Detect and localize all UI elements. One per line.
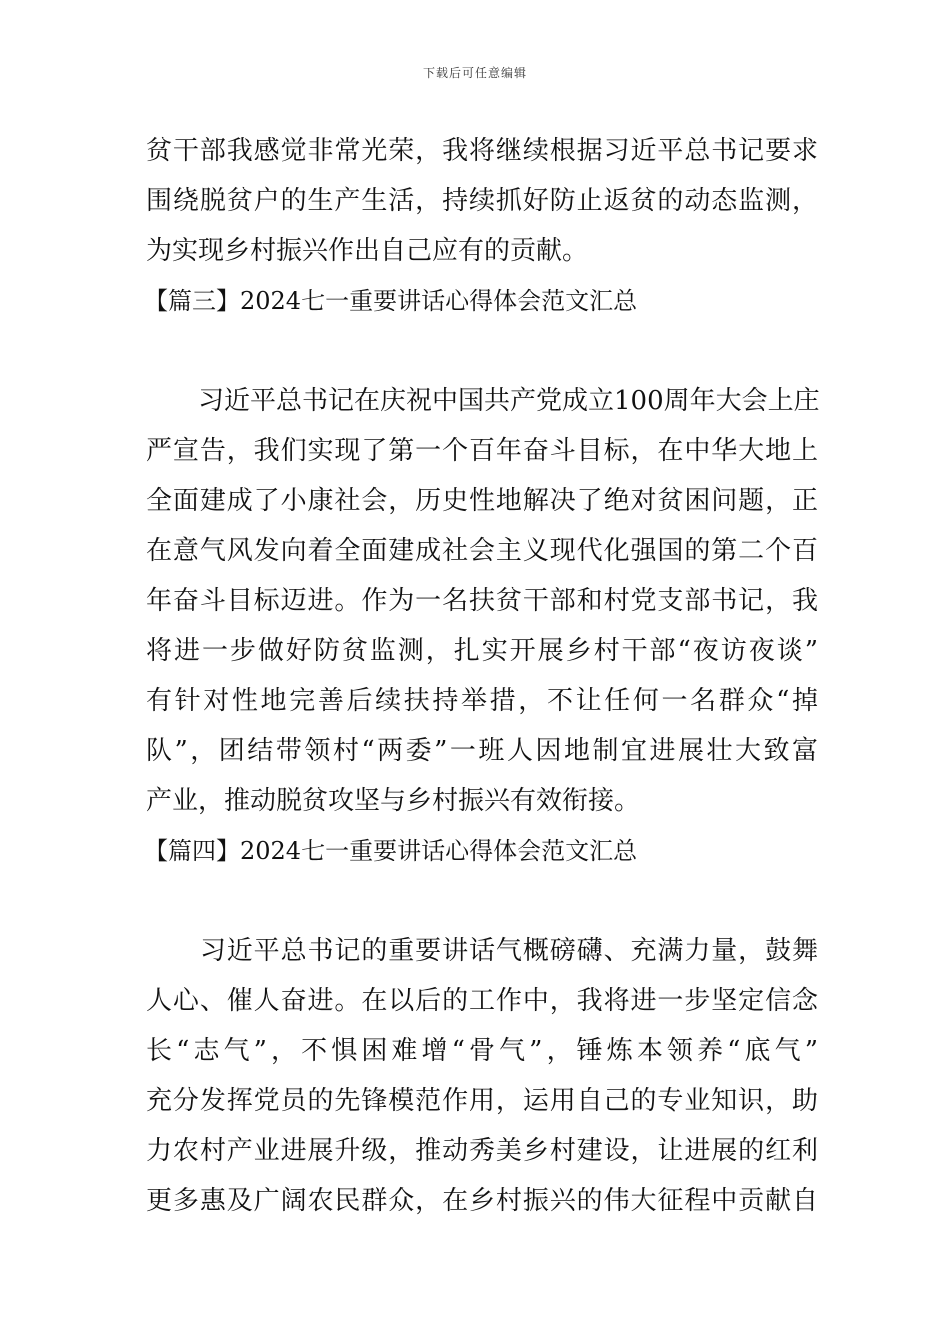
paragraph-line: 产业，推动脱贫攻坚与乡村振兴有效衔接。 <box>146 786 641 816</box>
paragraph-line: 年奋斗目标迈进。作为一名扶贫干部和村党支部书记，我 <box>146 586 818 616</box>
paragraph-line: 习近平总书记的重要讲话气概磅礴、充满力量，鼓舞 <box>146 936 818 966</box>
paragraph-line: 全面建成了小康社会，历史性地解决了绝对贫困问题，正 <box>146 486 818 516</box>
document-body <box>146 126 818 1226</box>
blank-line <box>146 326 818 376</box>
paragraph-line: 更多惠及广阔农民群众，在乡村振兴的伟大征程中贡献自 <box>146 1186 818 1216</box>
paragraph-line: 贫干部我感觉非常光荣，我将继续根据习近平总书记要求 <box>146 136 818 166</box>
page-header: 下载后可任意编辑 <box>422 66 527 80</box>
paragraph-line: 充分发挥党员的先锋模范作用，运用自己的专业知识，助 <box>146 1086 818 1116</box>
section-heading-3: 【篇三】2024七一重要讲话心得体会范文汇总 <box>144 287 638 315</box>
paragraph-line: 严宣告，我们实现了第一个百年奋斗目标，在中华大地上 <box>146 436 818 466</box>
paragraph-line: 将进一步做好防贫监测，扎实开展乡村干部“夜访夜谈” <box>146 636 818 666</box>
paragraph-line: 队”，团结带领村“两委”一班人因地制宜进展壮大致富 <box>146 736 818 766</box>
paragraph-line: 有针对性地完善后续扶持举措，不让任何一名群众“掉 <box>146 686 818 716</box>
paragraph-line: 习近平总书记在庆祝中国共产党成立100周年大会上庄 <box>146 386 820 416</box>
paragraph-line: 力农村产业进展升级，推动秀美乡村建设，让进展的红利 <box>146 1136 818 1166</box>
paragraph-line: 围绕脱贫户的生产生活，持续抓好防止返贫的动态监测， <box>146 186 818 216</box>
paragraph-line: 人心、催人奋进。在以后的工作中，我将进一步坚定信念 <box>146 986 818 1016</box>
paragraph-line: 为实现乡村振兴作出自己应有的贡献。 <box>146 236 589 266</box>
paragraph-line: 长“志气”，不惧困难增“骨气”，锤炼本领养“底气” <box>146 1036 818 1066</box>
section-heading-4: 【篇四】2024七一重要讲话心得体会范文汇总 <box>144 837 638 865</box>
blank-line <box>146 876 818 926</box>
paragraph-line: 在意气风发向着全面建成社会主义现代化强国的第二个百 <box>146 536 818 566</box>
